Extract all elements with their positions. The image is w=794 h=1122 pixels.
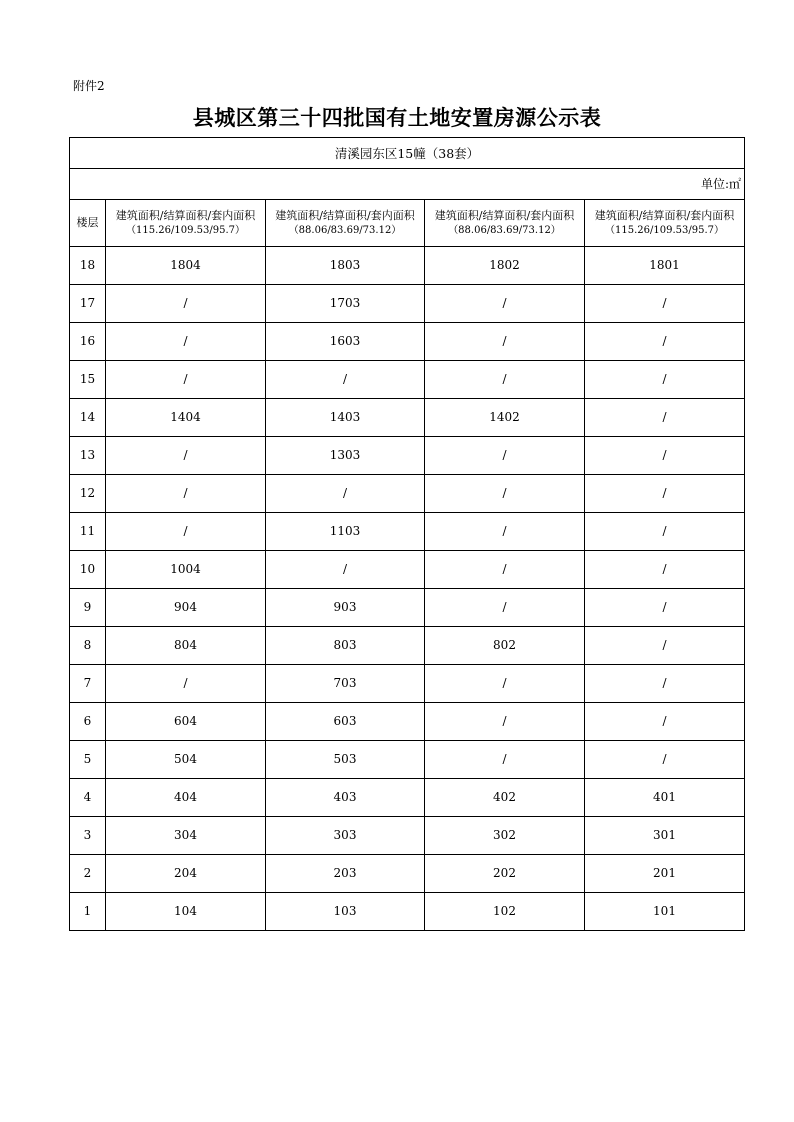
table-row — [70, 855, 745, 893]
unit-cell: 304 — [106, 817, 266, 855]
floor-number: 14 — [70, 399, 106, 437]
unit-cell: / — [585, 285, 745, 323]
unit-cell: 1402 — [425, 399, 585, 437]
unit-cell: / — [266, 475, 425, 513]
unit-cell: 1103 — [266, 513, 425, 551]
unit-cell: 201 — [585, 855, 745, 893]
unit-cell: 604 — [106, 703, 266, 741]
table-row — [70, 475, 745, 513]
unit-cell: / — [585, 323, 745, 361]
unit-cell: / — [585, 703, 745, 741]
unit-label: 单位:㎡ — [70, 169, 745, 200]
floor-number: 6 — [70, 703, 106, 741]
unit-cell: / — [106, 475, 266, 513]
floor-number: 2 — [70, 855, 106, 893]
unit-cell: / — [585, 589, 745, 627]
floor-number: 9 — [70, 589, 106, 627]
floor-header: 楼层 — [70, 200, 106, 247]
unit-cell: / — [585, 399, 745, 437]
page-title: 县城区第三十四批国有土地安置房源公示表 — [192, 105, 602, 130]
unit-cell: / — [106, 361, 266, 399]
floor-number: 10 — [70, 551, 106, 589]
unit-cell: 1403 — [266, 399, 425, 437]
table-row — [70, 551, 745, 589]
unit-cell: 301 — [585, 817, 745, 855]
unit-row — [70, 169, 745, 200]
table-row — [70, 779, 745, 817]
unit-cell: 1404 — [106, 399, 266, 437]
unit-cell: / — [425, 475, 585, 513]
unit-cell: 202 — [425, 855, 585, 893]
floor-number: 5 — [70, 741, 106, 779]
unit-cell: 401 — [585, 779, 745, 817]
unit-cell: / — [106, 513, 266, 551]
unit-cell: / — [585, 475, 745, 513]
column-header-areas: （88.06/83.69/73.12） — [448, 224, 561, 236]
unit-cell: 1801 — [585, 247, 745, 285]
unit-cell: 403 — [266, 779, 425, 817]
estate-name: 清溪园东区15幢（38套） — [70, 138, 745, 169]
unit-cell: / — [425, 551, 585, 589]
unit-cell: / — [106, 285, 266, 323]
unit-cell: 303 — [266, 817, 425, 855]
column-header-label: 建筑面积/结算面积/套内面积 — [434, 209, 575, 223]
table-row — [70, 399, 745, 437]
unit-cell: 802 — [425, 627, 585, 665]
housing-table — [69, 137, 745, 931]
unit-cell: / — [425, 285, 585, 323]
floor-number: 4 — [70, 779, 106, 817]
column-header — [106, 200, 266, 247]
unit-cell: 1303 — [266, 437, 425, 475]
table-row — [70, 323, 745, 361]
header-row — [70, 200, 745, 247]
unit-cell: 803 — [266, 627, 425, 665]
floor-number: 1 — [70, 893, 106, 931]
unit-cell: 104 — [106, 893, 266, 931]
unit-cell: / — [425, 741, 585, 779]
unit-cell: / — [585, 513, 745, 551]
unit-cell: / — [425, 589, 585, 627]
unit-cell: 703 — [266, 665, 425, 703]
unit-cell: 1603 — [266, 323, 425, 361]
column-header — [425, 200, 585, 247]
floor-number: 12 — [70, 475, 106, 513]
column-header-label: 建筑面积/结算面积/套内面积 — [594, 209, 735, 223]
unit-cell: 1803 — [266, 247, 425, 285]
unit-cell: / — [425, 513, 585, 551]
unit-cell: 504 — [106, 741, 266, 779]
unit-cell: 103 — [266, 893, 425, 931]
unit-cell: 1804 — [106, 247, 266, 285]
unit-cell: 1802 — [425, 247, 585, 285]
column-header-areas: （115.26/109.53/95.7） — [126, 224, 245, 236]
unit-cell: 404 — [106, 779, 266, 817]
table-row — [70, 703, 745, 741]
floor-number: 7 — [70, 665, 106, 703]
floor-number: 3 — [70, 817, 106, 855]
unit-cell: / — [585, 437, 745, 475]
unit-cell: / — [425, 665, 585, 703]
table-row — [70, 285, 745, 323]
unit-cell: 402 — [425, 779, 585, 817]
unit-cell: / — [266, 361, 425, 399]
unit-cell: 603 — [266, 703, 425, 741]
floor-number: 16 — [70, 323, 106, 361]
table-row — [70, 513, 745, 551]
unit-cell: / — [106, 665, 266, 703]
unit-cell: / — [585, 627, 745, 665]
column-header-areas: （115.26/109.53/95.7） — [605, 224, 724, 236]
unit-cell: 904 — [106, 589, 266, 627]
table-row — [70, 627, 745, 665]
floor-number: 8 — [70, 627, 106, 665]
floor-number: 13 — [70, 437, 106, 475]
floor-number: 18 — [70, 247, 106, 285]
unit-cell: / — [585, 361, 745, 399]
unit-cell: 302 — [425, 817, 585, 855]
table-row — [70, 247, 745, 285]
table-row — [70, 741, 745, 779]
unit-cell: 804 — [106, 627, 266, 665]
unit-cell: / — [106, 437, 266, 475]
unit-cell: / — [425, 323, 585, 361]
floor-number: 17 — [70, 285, 106, 323]
unit-cell: 903 — [266, 589, 425, 627]
table-row — [70, 361, 745, 399]
unit-cell: / — [425, 437, 585, 475]
estate-row — [70, 138, 745, 169]
unit-cell: / — [585, 741, 745, 779]
unit-cell: / — [425, 361, 585, 399]
unit-cell: 203 — [266, 855, 425, 893]
attachment-label: 附件2 — [73, 79, 105, 93]
column-header-label: 建筑面积/结算面积/套内面积 — [275, 209, 415, 223]
unit-cell: 101 — [585, 893, 745, 931]
column-header-areas: （88.06/83.69/73.12） — [288, 224, 402, 236]
table-row — [70, 589, 745, 627]
unit-cell: / — [425, 703, 585, 741]
unit-cell: 1703 — [266, 285, 425, 323]
unit-cell: / — [106, 323, 266, 361]
unit-cell: 204 — [106, 855, 266, 893]
unit-cell: 102 — [425, 893, 585, 931]
unit-cell: 1004 — [106, 551, 266, 589]
unit-cell: / — [585, 665, 745, 703]
floor-number: 15 — [70, 361, 106, 399]
floor-number: 11 — [70, 513, 106, 551]
unit-cell: / — [266, 551, 425, 589]
column-header — [585, 200, 745, 247]
unit-cell: / — [585, 551, 745, 589]
unit-cell: 503 — [266, 741, 425, 779]
table-row — [70, 437, 745, 475]
table-row — [70, 817, 745, 855]
column-header — [266, 200, 425, 247]
column-header-label: 建筑面积/结算面积/套内面积 — [115, 209, 256, 223]
table-row — [70, 893, 745, 931]
table-row — [70, 665, 745, 703]
